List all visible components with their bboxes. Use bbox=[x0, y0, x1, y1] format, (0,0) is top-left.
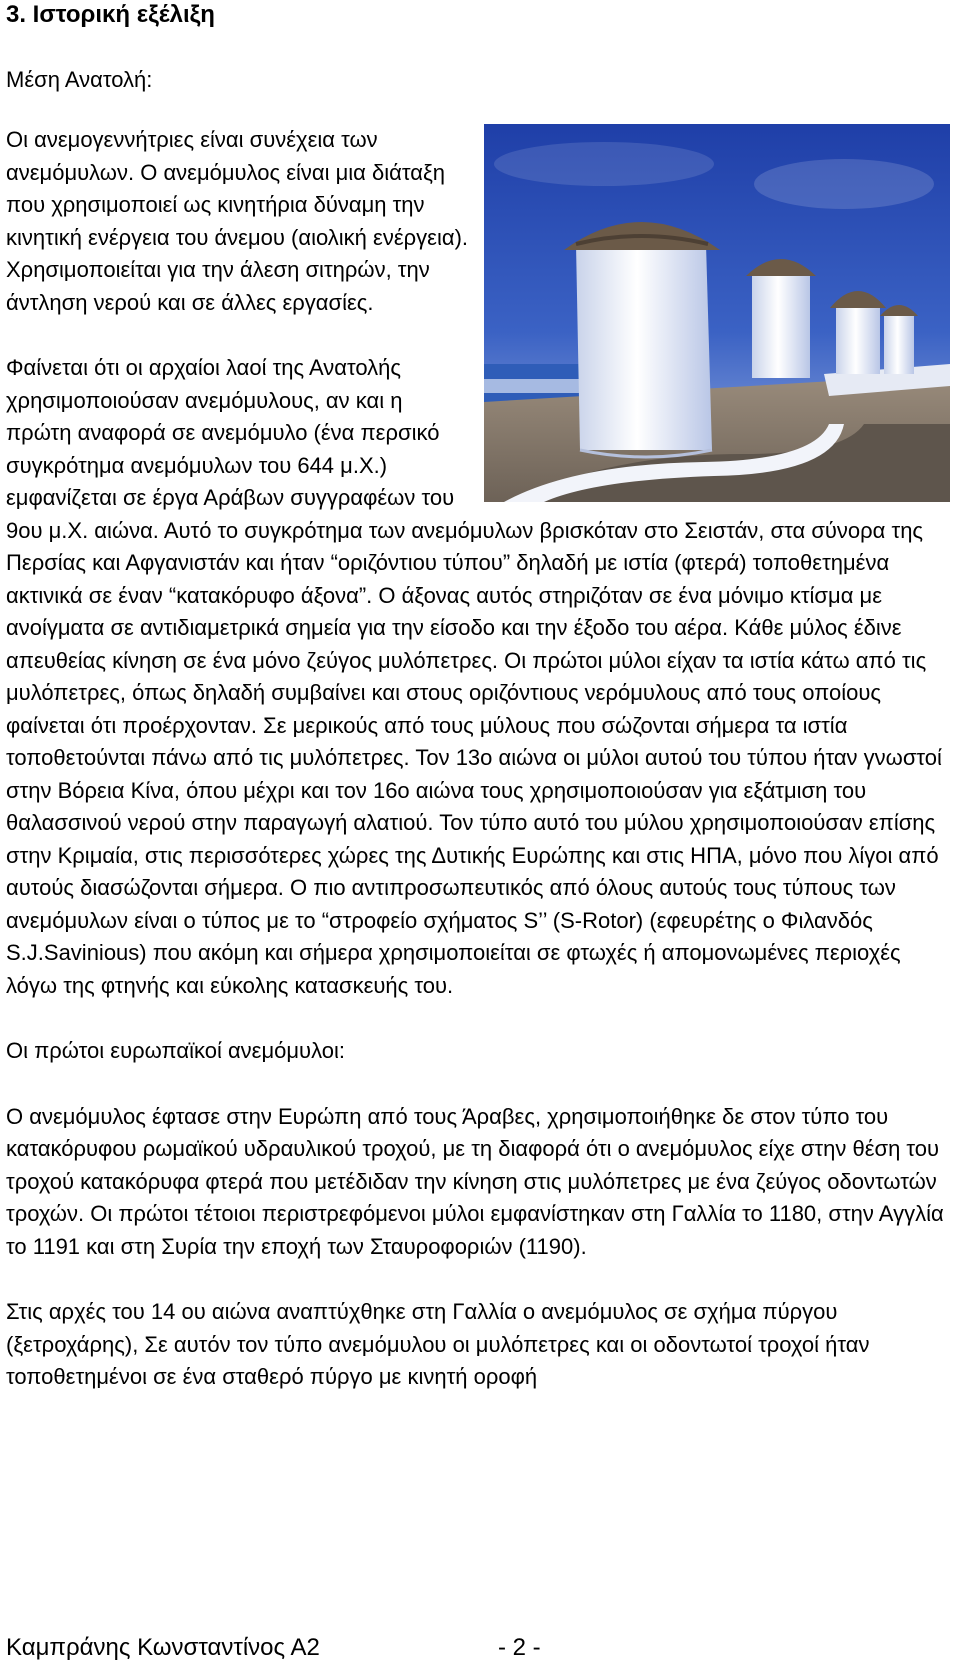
windmills-photo bbox=[484, 124, 950, 502]
footer-author: Καμπράνης Κωνσταντίνος Α2 bbox=[6, 1634, 320, 1661]
intro-paragraph: Οι ανεμογεννήτριες είναι συνέχεια των ανεμόμυλων. Ο ανεμόμυλος είναι μια διάταξη που χρησιμοποιεί ως κινητήρια δύναμη την κινητική ενέργεια του άνεμου (αιολική ενέργεια). Χρησιμοποιείται για την άλεση σιτηρών, την άντληση νερού και σε άλλες εργασίες. bbox=[6, 127, 469, 315]
intro-block bbox=[6, 124, 950, 1394]
small-windmill-2 bbox=[746, 259, 816, 378]
small-windmill-4 bbox=[880, 305, 918, 374]
page-number: - 2 - bbox=[498, 1634, 541, 1661]
subsection-europe: Οι πρώτοι ευρωπαϊκοί ανεμόμυλοι: bbox=[6, 1038, 345, 1063]
history-paragraph: Φαίνεται ότι οι αρχαίοι λαοί της Ανατολής χρησιμοποιούσαν ανεμόμυλους, αν και η πρώτη αναφορά σε ανεμόμυλο (ένα περσικό συγκρότημα ανεμόμυλων του 644 μ.Χ.) εμφανίζεται σε έργα Αράβων συγγραφέων του 9ου μ.Χ. αιώνα. Αυτό το συγκρότημα των ανεμόμυλων βρισκόταν στο Σειστάν, στα σύνορα της Περσίας και Αφγανιστάν και ήταν “οριζόντιου τύπου” δηλαδή με ιστία (φτερά) τοποθετημένα ακτινικά σε έναν “κατακόρυφο άξονα”. Ο άξονας αυτός στηριζόταν σε ένα μόνιμο κτίσμα με ανοίγματα σε αντιδιαμετρικά σημεία για την είσοδο και την έξοδο του αέρα. Κάθε μύλος έδινε απευθείας κίνηση σε ένα μόνο ζεύγος μυλόπετρες. Οι πρώτοι μύλοι είχαν τα ιστία κάτω από τις μυλόπετρες, όπως δηλαδή συμβαίνει και στους οριζόντιους νερόμυλους από τους οποίους φαίνεται ότι προέρχονταν. Σε μερικούς από τους μύλους που σώζονται σήμερα τα ιστία τοποθετούνται πάνω από τις μυλόπετρες. Τον 13ο αιώνα οι μύλοι αυτού του τύπου ήταν γνωστοί στην Βόρεια Κίνα, όπου μέχρι και τον 16ο αιώνα τους χρησιμοποιούσαν για εξάτμιση του θαλασσινού νερού στην παραγωγή αλατιού. Τον τύπο αυτό του μύλου χρησιμοποιούσαν επίσης στην Κριμαία, στις περισσότερες χώρες της Δυτικής Ευρώπης και στις ΗΠΑ, μόνο που λίγοι από αυτούς διασώζονται σήμερα. Ο πιο αντιπροσωπευτικός από όλους αυτούς τους τύπους των ανεμόμυλων είναι ο τύπος με το “στροφείο σχήματος S’’ (S-Rotor) (εφευρέτης ο Φιλανδός S.J.Savinious) που ακόμη και σήμερα χρησιμοποιείται σε φτωχές ή απομονωμένες περιοχές λόγω της φτηνής και εύκολης κατασκευής του. bbox=[6, 355, 942, 998]
tower-mill-paragraph: Στις αρχές του 14 ου αιώνα αναπτύχθηκε στη Γαλλία ο ανεμόμυλος σε σχήμα πύργου (ξετροχάρης), Σε αυτόν τον τύπο ανεμόμυλου οι μυλόπετρες και οι οδοντωτοί τροχοί ήταν τοποθετημένοι σε ένα σταθερό πύργο με κινητή οροφή bbox=[6, 1299, 870, 1389]
subsection-middle-east: Μέση Ανατολή: bbox=[6, 67, 153, 92]
windmills-image bbox=[484, 124, 950, 502]
section-heading: 3. Ιστορική εξέλιξη bbox=[6, 1, 215, 28]
europe-paragraph: Ο ανεμόμυλος έφτασε στην Ευρώπη από τους Άραβες, χρησιμοποιήθηκε δε στον τύπο του κατακόρυφου ρωμαϊκού υδραυλικού τροχού, με τη διαφορά ότι ο ανεμόμυλος είχε στην θέση του τροχού κατακόρυφα φτερά που μετέδιδαν την κίνηση στις μυλόπετρες με ένα ζεύγος οδοντωτών τροχών. Οι πρώτοι τέτοιοι περιστρεφόμενοι μύλοι εμφανίστηκαν στη Γαλλία το 1180, στην Αγγλία το 1191 και στη Συρία την εποχή των Σταυροφοριών (1190). bbox=[6, 1103, 944, 1259]
small-windmill-3 bbox=[830, 291, 886, 374]
main-windmill bbox=[564, 222, 720, 457]
